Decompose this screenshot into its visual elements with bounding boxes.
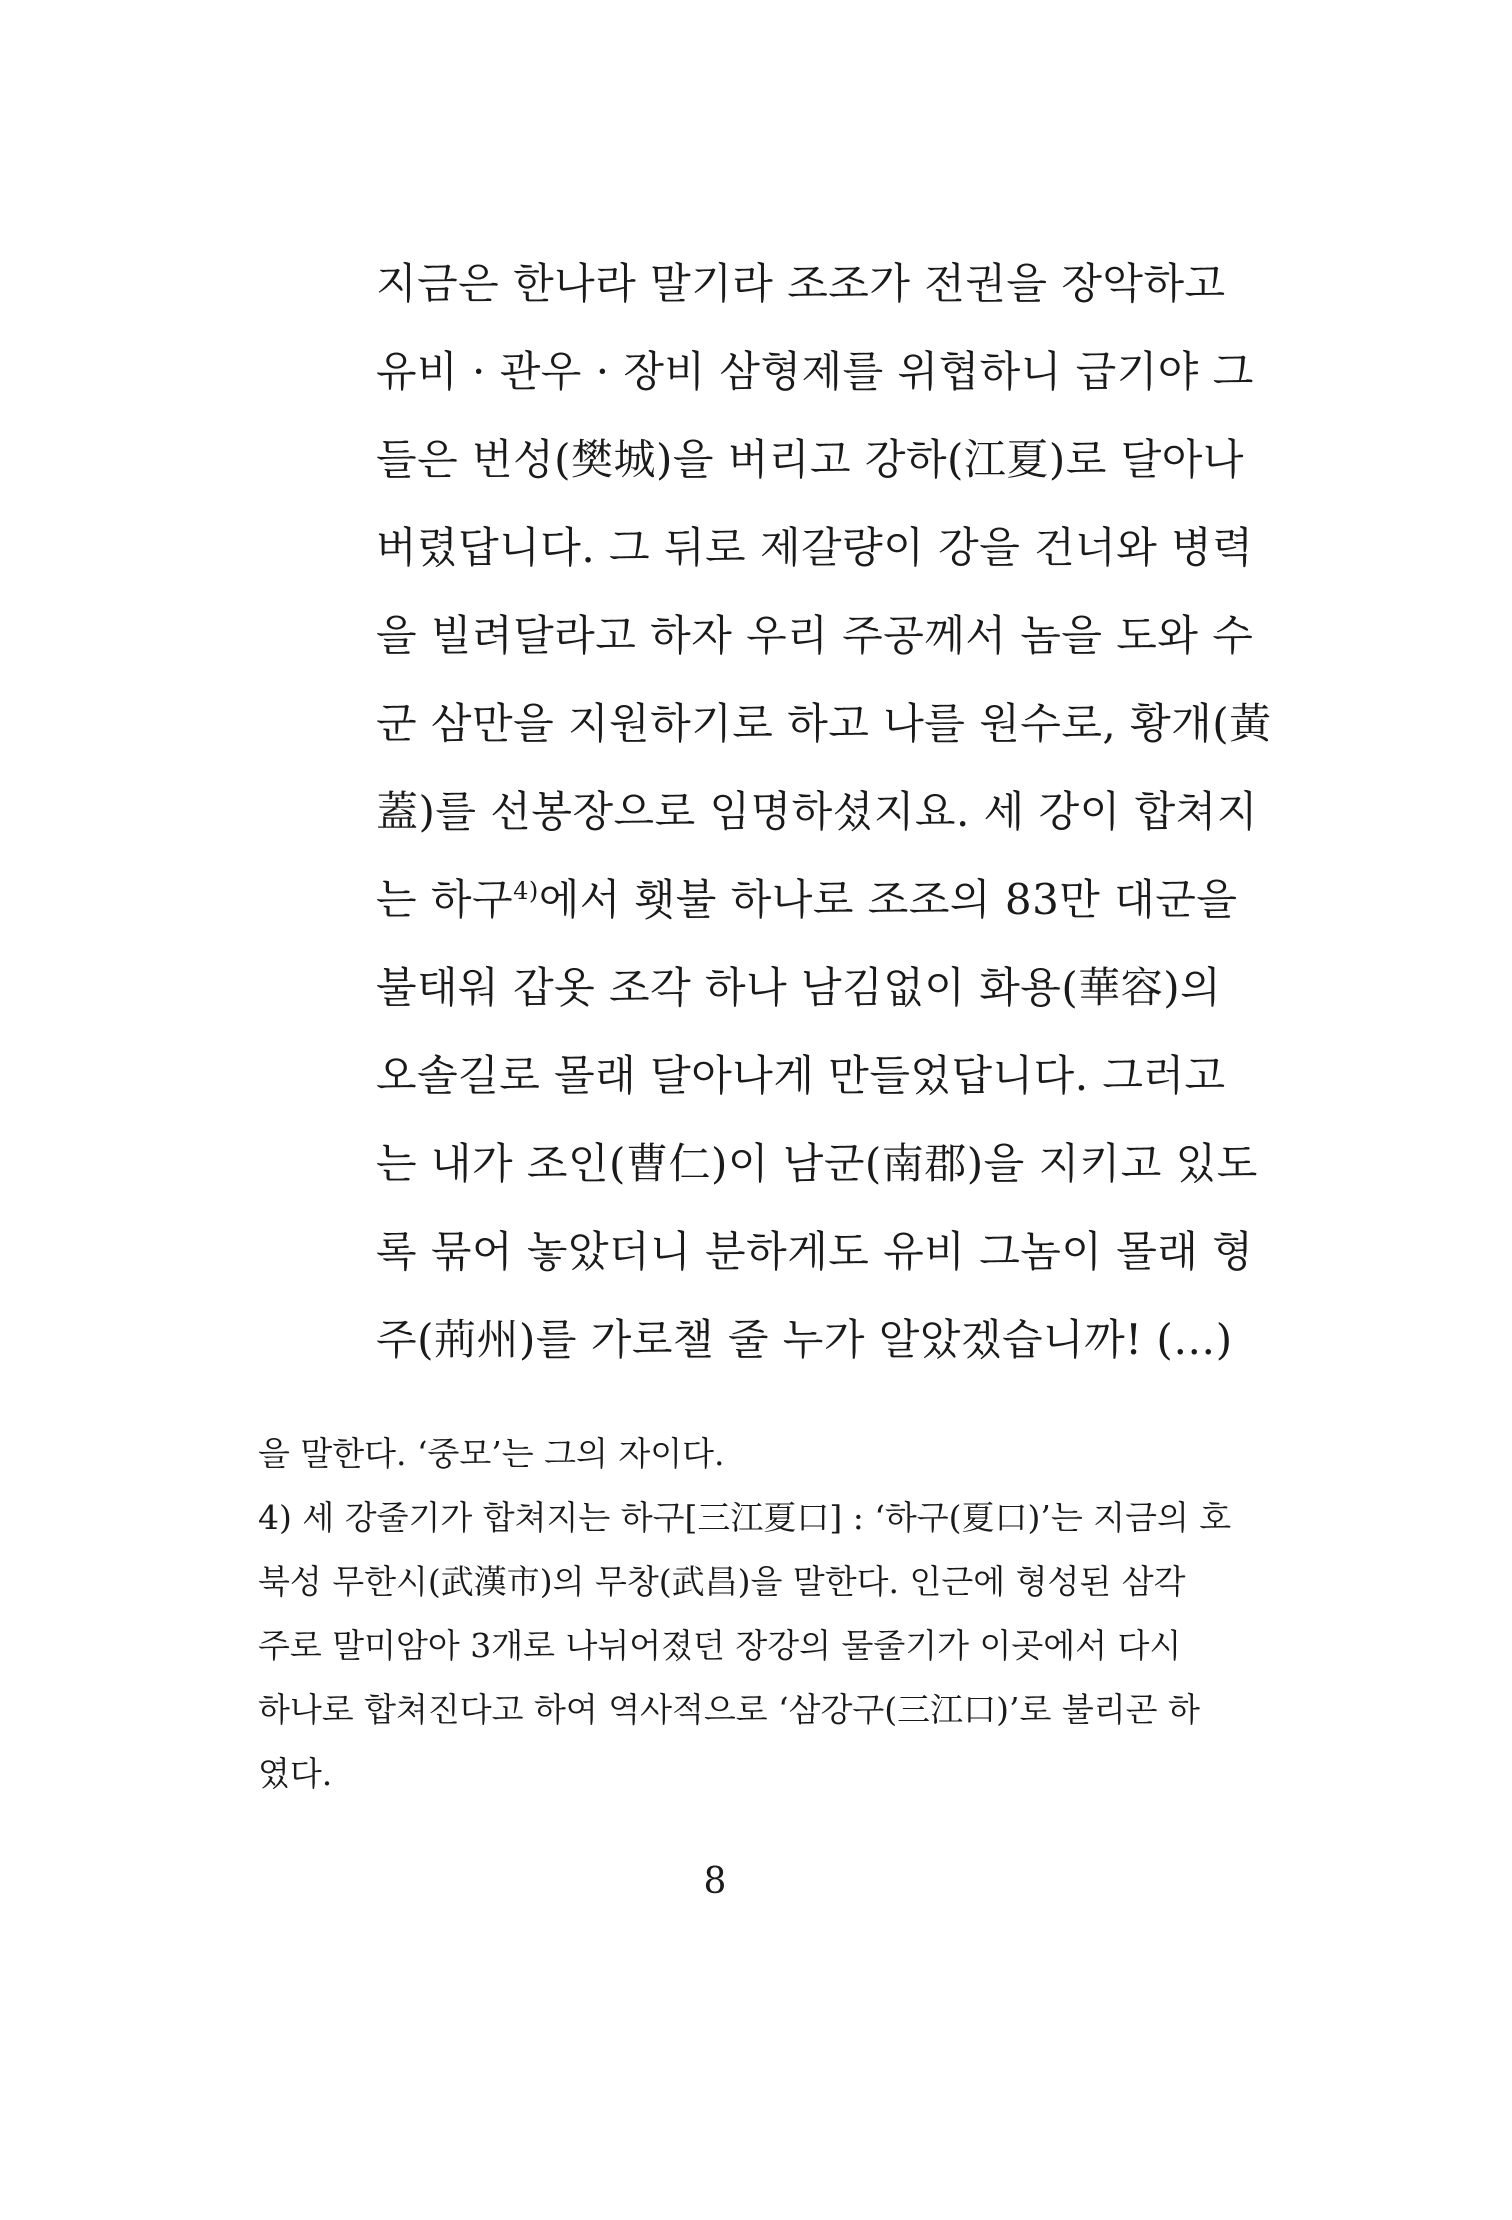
quote-line: 주(荊州)를 가로챌 줄 누가 알았겠습니까! (…) (376, 1315, 1233, 1364)
quote-line-with-footnote-ref (376, 856, 1238, 944)
quote-line: 蓋)를 선봉장으로 임명하셨지요. 세 강이 합쳐지 (376, 787, 1258, 836)
footnote-line: 하나로 합쳐진다고 하여 역사적으로 ‘삼강구(三江口)’로 불리곤 하 (258, 1690, 1200, 1729)
footnote-line: 북성 무한시(武漢市)의 무창(武昌)을 말한다. 인근에 형성된 삼각 (258, 1562, 1186, 1601)
footnote-line: 을 말한다. ‘중모’는 그의 자이다. (258, 1434, 725, 1473)
footnote-reference[interactable]: 4) (513, 877, 539, 905)
quote-segment: 는 하구 (376, 875, 514, 924)
quote-line: 는 내가 조인(曹仁)이 남군(南郡)을 지키고 있도 (376, 1139, 1258, 1188)
footnote-line: 주로 말미암아 3개로 나뉘어졌던 장강의 물줄기가 이곳에서 다시 (258, 1626, 1182, 1665)
quote-line: 불태워 갑옷 조각 하나 남김없이 화용(華容)의 (376, 963, 1222, 1012)
quote-line: 을 빌려달라고 하자 우리 주공께서 놈을 도와 수 (376, 611, 1254, 660)
quote-line: 군 삼만을 지원하기로 하고 나를 원수로, 황개(黃 (376, 699, 1272, 748)
quote-segment: 에서 횃불 하나로 조조의 83만 대군을 (538, 875, 1238, 924)
quote-block (376, 240, 1272, 1384)
quote-line: 들은 번성(樊城)을 버리고 강하(江夏)로 달아나 (376, 435, 1244, 484)
page-number: 8 (703, 1861, 727, 1902)
quote-line: 버렸답니다. 그 뒤로 제갈량이 강을 건너와 병력 (376, 523, 1254, 572)
quote-line: 록 묶어 놓았더니 분하게도 유비 그놈이 몰래 형 (376, 1227, 1254, 1276)
quote-line: 오솔길로 몰래 달아나게 만들었답니다. 그러고 (376, 1051, 1226, 1100)
quote-line: 유비 · 관우 · 장비 삼형제를 위협하니 급기야 그 (376, 347, 1254, 396)
footnotes-section (258, 1422, 1232, 1806)
footnote-line: 4) 세 강줄기가 합쳐지는 하구[三江夏口] : ‘하구(夏口)’는 지금의 호 (258, 1498, 1232, 1537)
quote-line: 지금은 한나라 말기라 조조가 전권을 장악하고 (376, 259, 1226, 308)
footnote-line: 였다. (258, 1754, 333, 1793)
